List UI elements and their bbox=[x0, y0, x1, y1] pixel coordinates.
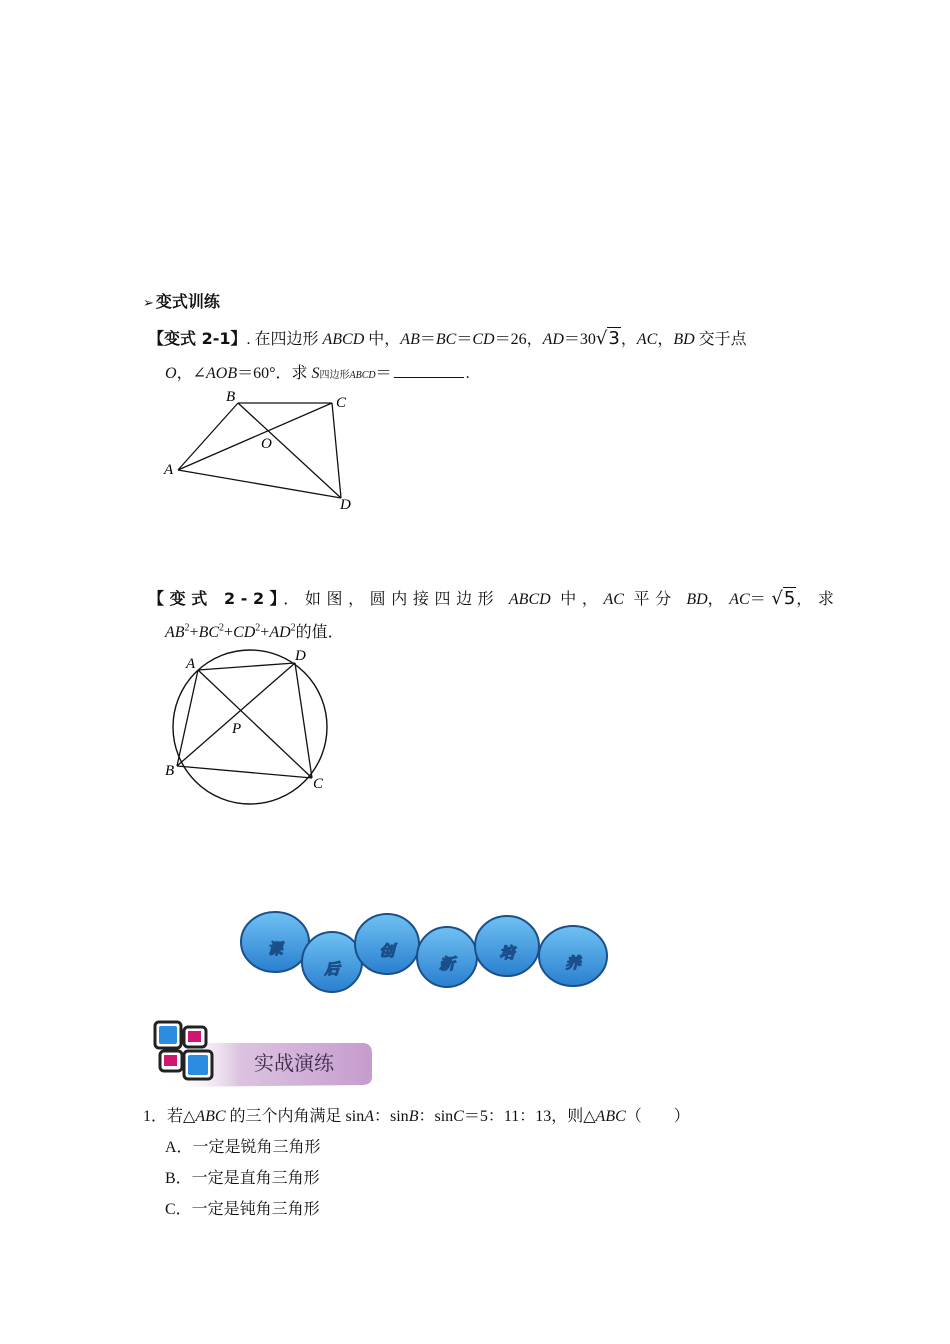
edge-ba bbox=[177, 670, 198, 766]
var: ABC bbox=[595, 1108, 626, 1125]
banner-graphic bbox=[235, 902, 615, 1002]
var: A bbox=[364, 1108, 374, 1125]
text: ＝ bbox=[419, 331, 436, 348]
edge-cd bbox=[332, 403, 341, 498]
edge-cb bbox=[177, 766, 312, 778]
text: ＝5：11：13，则△ bbox=[463, 1108, 596, 1125]
text: + bbox=[189, 624, 199, 641]
text: 的三个内角满足 sin bbox=[225, 1108, 365, 1125]
section-heading bbox=[143, 289, 220, 312]
exponent: 2 bbox=[255, 622, 261, 634]
exponent: 2 bbox=[290, 622, 296, 634]
sqrt-value: 5 bbox=[783, 588, 796, 609]
var: AD bbox=[269, 624, 291, 641]
text: 中， bbox=[364, 331, 401, 348]
text: 的值． bbox=[295, 624, 344, 641]
text: ＝30 bbox=[563, 331, 596, 348]
var: C bbox=[453, 1108, 464, 1125]
text: 中， bbox=[550, 591, 604, 608]
text: ＝26， bbox=[494, 331, 543, 348]
edge-ad bbox=[178, 470, 341, 498]
edge-dc bbox=[295, 663, 312, 778]
label-c: C bbox=[313, 776, 324, 792]
var: BD bbox=[673, 331, 695, 348]
label-p: P bbox=[232, 721, 242, 737]
text: 交于点 bbox=[694, 331, 747, 348]
text: ．如图，圆内接四边形 bbox=[283, 591, 509, 608]
var: AC bbox=[636, 331, 658, 348]
label-d: D bbox=[295, 648, 306, 664]
var: CD bbox=[472, 331, 495, 348]
var: O bbox=[165, 365, 177, 382]
var: ABCD bbox=[508, 591, 551, 608]
text: . bbox=[465, 365, 470, 382]
banner-char: 新 bbox=[439, 957, 455, 973]
text: ＝60°．求 bbox=[237, 365, 312, 382]
sqrt-value: 3 bbox=[608, 328, 620, 349]
var: CD bbox=[233, 624, 256, 641]
var: BD bbox=[686, 591, 708, 608]
text: ＝ bbox=[375, 365, 392, 382]
text: ， bbox=[657, 331, 674, 348]
subscript: ABCD bbox=[349, 370, 376, 381]
text: ，∠ bbox=[176, 365, 206, 382]
q1-stem bbox=[143, 1103, 690, 1126]
label-a: A bbox=[186, 656, 196, 672]
section-title: 变式训练 bbox=[155, 292, 220, 311]
practice-label: 实战演练 bbox=[254, 1051, 334, 1075]
text: ：sin bbox=[418, 1108, 454, 1125]
text: 1．若△ bbox=[143, 1108, 196, 1125]
text: + bbox=[224, 624, 234, 641]
q21-line1 bbox=[148, 326, 747, 349]
banner-char: 培 bbox=[499, 946, 515, 962]
text: . 在四边形 bbox=[246, 331, 323, 348]
text: + bbox=[260, 624, 270, 641]
choice-a[interactable]: A．一定是锐角三角形 bbox=[165, 1139, 321, 1156]
q21-line2 bbox=[165, 360, 470, 383]
sqrt-symbol: √3 bbox=[595, 328, 620, 349]
var: AOB bbox=[205, 365, 238, 382]
var: BC bbox=[435, 331, 457, 348]
diagonal-bd bbox=[238, 403, 341, 498]
var: ABCD bbox=[322, 331, 365, 348]
q21-label: 【变式 2-1】 bbox=[148, 329, 247, 348]
inscribed-quadrilateral-figure bbox=[155, 645, 345, 815]
sqrt-symbol: √5 bbox=[771, 588, 796, 609]
arrow-icon: ➢ bbox=[143, 296, 154, 311]
var: S bbox=[311, 365, 320, 382]
banner-char: 课 bbox=[267, 942, 283, 958]
label-a: A bbox=[164, 462, 174, 478]
q22-line1 bbox=[148, 586, 839, 609]
var: AB bbox=[165, 624, 185, 641]
q22-label: 【变式 2-2】 bbox=[148, 589, 284, 608]
q22-line2 bbox=[165, 619, 344, 642]
var: AC bbox=[729, 591, 750, 608]
subscript: 四边形 bbox=[319, 370, 350, 381]
text: ， bbox=[620, 331, 637, 348]
label-o: O bbox=[261, 436, 272, 452]
choice-b[interactable]: B．一定是直角三角形 bbox=[165, 1170, 320, 1187]
label-c: C bbox=[336, 395, 347, 411]
exponent: 2 bbox=[184, 622, 190, 634]
diagonal-ac bbox=[178, 403, 332, 470]
text: （ ） bbox=[625, 1108, 690, 1125]
banner-char: 后 bbox=[324, 962, 340, 978]
var: ABC bbox=[195, 1108, 226, 1125]
label-b: B bbox=[226, 389, 236, 405]
text: ＝ bbox=[456, 331, 473, 348]
var: AB bbox=[400, 331, 420, 348]
banner-char: 养 bbox=[565, 956, 581, 972]
var: B bbox=[408, 1108, 419, 1125]
edge-ad bbox=[198, 663, 295, 670]
quadrilateral-figure bbox=[150, 382, 380, 517]
text: ，求 bbox=[796, 591, 840, 608]
var: AC bbox=[603, 591, 624, 608]
text: ：sin bbox=[374, 1108, 409, 1125]
label-d: D bbox=[340, 497, 351, 513]
exponent: 2 bbox=[219, 622, 225, 634]
diagonal-bd bbox=[177, 663, 295, 766]
text: ， bbox=[707, 591, 730, 608]
text: 平分 bbox=[623, 591, 687, 608]
banner-char: 创 bbox=[379, 944, 395, 960]
label-b: B bbox=[165, 763, 175, 779]
var: AD bbox=[542, 331, 564, 348]
choice-c[interactable]: C．一定是钝角三角形 bbox=[165, 1201, 320, 1218]
answer-blank bbox=[394, 376, 464, 378]
text: ＝ bbox=[749, 591, 772, 608]
var: BC bbox=[198, 624, 220, 641]
edge-ab bbox=[178, 403, 238, 470]
diagonal-ac bbox=[198, 670, 312, 778]
